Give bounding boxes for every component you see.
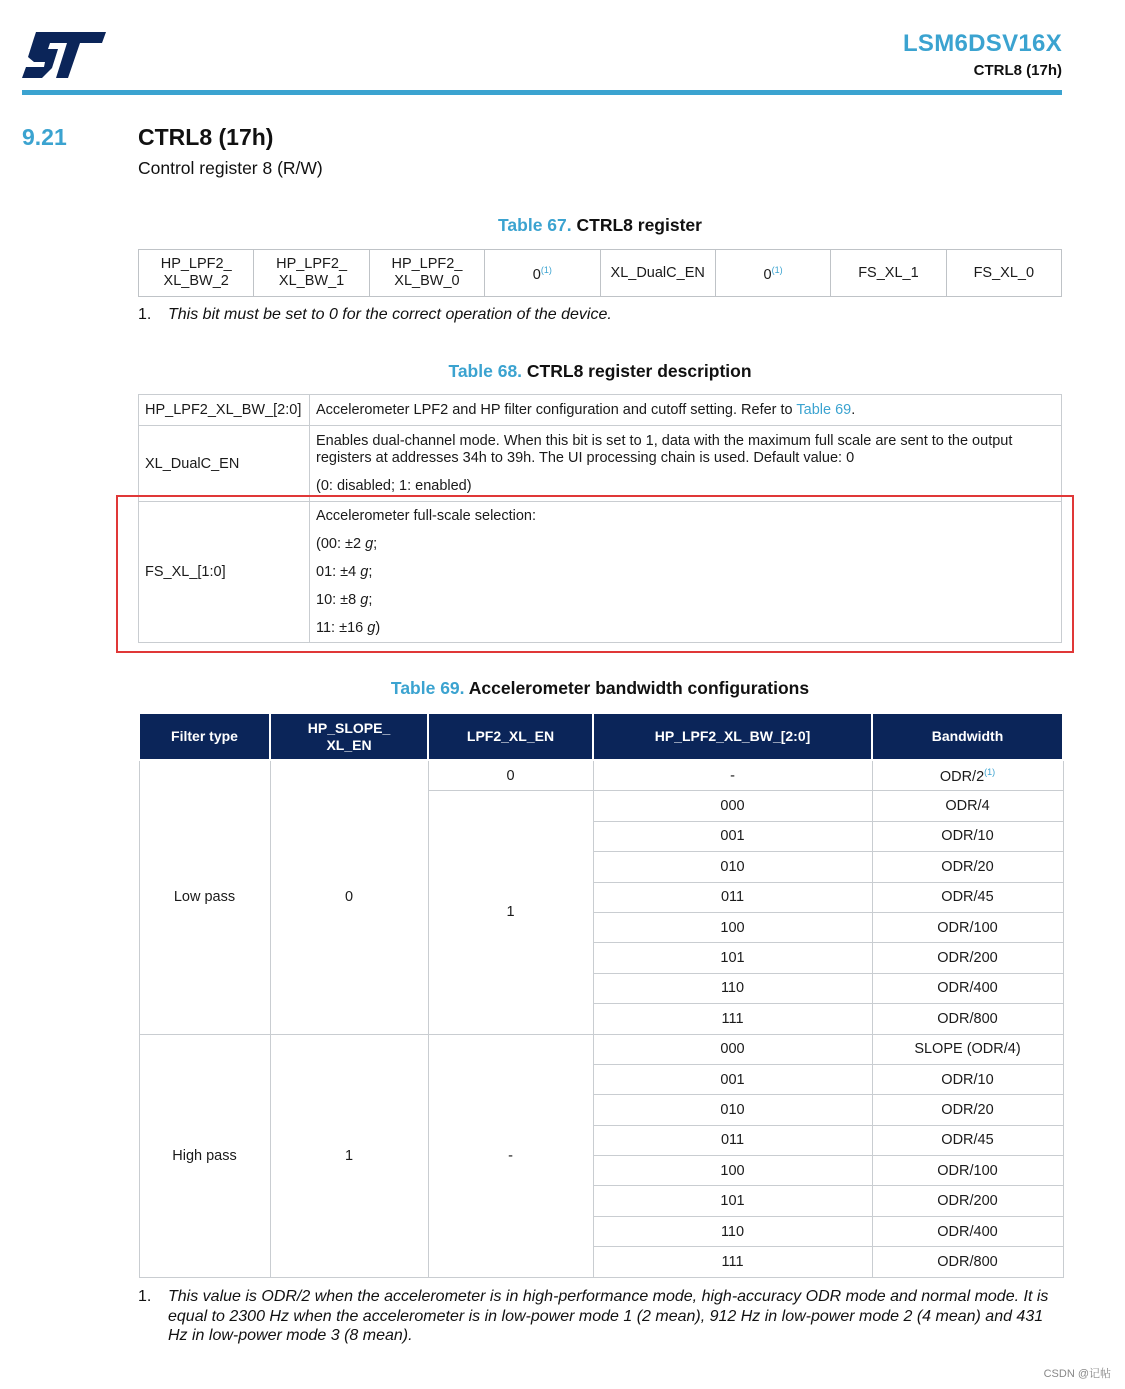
table69-footnote — [138, 1287, 1058, 1346]
table67-footnote — [138, 306, 612, 324]
table69-link[interactable]: Table 69 — [796, 402, 852, 418]
bit-cell-4 — [485, 250, 600, 297]
st-logo — [22, 32, 106, 78]
section-title: CTRL8 (17h) — [138, 124, 274, 150]
bw-code-cell: 000 — [593, 1034, 872, 1064]
footnote-text: This bit must be set to 0 for the correct operation of the device. — [168, 306, 612, 323]
bandwidth-config-table — [138, 712, 1064, 1278]
bit-cell-2 — [715, 250, 830, 297]
desc-text: (0: disabled; 1: enabled) — [316, 478, 472, 494]
highlight-box — [116, 495, 1074, 653]
bw-code-cell: 101 — [593, 1186, 872, 1216]
filter-type-cell: Low pass — [139, 760, 270, 1034]
bandwidth-cell: ODR/100 — [872, 1156, 1063, 1186]
table68-caption-num: Table 68. — [448, 361, 523, 381]
fs-option: 11: ±16 g) — [316, 620, 381, 636]
bit-cell-7 — [139, 250, 254, 297]
footnote-text: This value is ODR/2 when the accelerometer is in high-performance mode, high-accuracy ODR mode and normal mode. It is equal to 2300 Hz when the accelerometer is in low-power mode 1 (2 mean), 912 Hz in low-power mode 2 (4 mean) and 431 Hz in low-power mode 3 (8 mean). — [168, 1288, 1049, 1344]
fs-option: 10: ±8 g; — [316, 592, 373, 608]
bit-cell-0 — [946, 250, 1061, 297]
table67-caption-text: CTRL8 register — [576, 215, 702, 235]
bw-code-cell: 111 — [593, 1247, 872, 1277]
table69-caption-num: Table 69. — [390, 678, 465, 698]
desc-row-bw — [139, 395, 1062, 426]
bandwidth-cell: ODR/200 — [872, 943, 1063, 973]
bandwidth-cell: ODR/400 — [872, 1216, 1063, 1246]
ctrl8-register-table — [138, 249, 1062, 297]
bandwidth-cell: ODR/10 — [872, 1064, 1063, 1094]
bw-code-cell: 000 — [593, 791, 872, 821]
bandwidth-cell: ODR/20 — [872, 852, 1063, 882]
bit-cell-6 — [254, 250, 369, 297]
bandwidth-cell: ODR/20 — [872, 1095, 1063, 1125]
table68-caption — [138, 361, 1062, 382]
bw-code-cell: 010 — [593, 852, 872, 882]
bit-cell-3 — [600, 250, 715, 297]
bw-code-cell: 111 — [593, 1004, 872, 1034]
hp-slope-cell: 0 — [270, 760, 428, 1034]
bw-code-cell: 011 — [593, 1125, 872, 1155]
bit-label: FS_XL_0 — [973, 264, 1035, 281]
doc-name: LSM6DSV16X — [902, 30, 1062, 57]
bw-code-cell: 001 — [593, 1064, 872, 1094]
bit-label: HP_LPF2_ — [276, 256, 348, 272]
bw-code-cell: 100 — [593, 1156, 872, 1186]
bw-code-cell: 110 — [593, 973, 872, 1003]
bw-code-cell: 010 — [593, 1095, 872, 1125]
header-row — [139, 713, 1063, 760]
table-row — [139, 1034, 1063, 1064]
bit-label: 0 — [532, 266, 541, 283]
bandwidth-cell: SLOPE (ODR/4) — [872, 1034, 1063, 1064]
table67-caption-num: Table 67. — [498, 215, 572, 235]
reg-desc — [310, 395, 1062, 426]
bit-label: HP_LPF2_ — [160, 256, 232, 272]
bit-cell-5 — [369, 250, 484, 297]
page-header — [903, 30, 1062, 79]
footnote-ref[interactable]: (1) — [771, 265, 783, 276]
bandwidth-cell: ODR/800 — [872, 1247, 1063, 1277]
desc-tail: . — [851, 402, 856, 418]
bandwidth-cell: ODR/45 — [872, 882, 1063, 912]
table69-caption — [138, 678, 1062, 699]
col-header-bw-code: HP_LPF2_XL_BW_[2:0] — [593, 713, 872, 760]
reg-name: FS_XL_[1:0] — [139, 502, 310, 643]
footnote-ref[interactable]: (1) — [984, 766, 996, 777]
fs-option: (00: ±2 g; — [316, 536, 378, 552]
reg-name: HP_LPF2_XL_BW_[2:0] — [139, 395, 310, 426]
desc-text: Accelerometer full-scale selection: — [316, 508, 537, 524]
fs-option: 01: ±4 g; — [316, 564, 373, 580]
col-header-filter-type: Filter type — [139, 713, 270, 760]
col-header-bandwidth: Bandwidth — [872, 713, 1063, 760]
bandwidth-cell: ODR/10 — [872, 821, 1063, 851]
table68-caption-text: CTRL8 register description — [526, 361, 752, 381]
bandwidth-cell: ODR/4 — [872, 791, 1063, 821]
hp-slope-cell: 1 — [270, 1034, 428, 1277]
reg-name: XL_DualC_EN — [139, 426, 310, 502]
lpf2-cell: 0 — [428, 760, 593, 791]
bw-code-cell: - — [593, 760, 872, 791]
bit-label: FS_XL_1 — [858, 264, 919, 281]
footnote-ref[interactable]: (1) — [540, 265, 552, 276]
footnote-number: 1. — [138, 1288, 152, 1305]
col-header-lpf2: LPF2_XL_EN — [428, 713, 593, 760]
bandwidth-cell: ODR/200 — [872, 1186, 1063, 1216]
bw-code-cell: 101 — [593, 943, 872, 973]
bandwidth-cell: ODR/100 — [872, 912, 1063, 942]
page-ref: CTRL8 (17h) — [973, 62, 1062, 79]
bw-code-cell: 001 — [593, 821, 872, 851]
bw-code-cell: 011 — [593, 882, 872, 912]
desc-row-dualc — [139, 426, 1062, 502]
bit-label: XL_BW_2 — [163, 273, 229, 289]
bit-label: XL_BW_0 — [394, 273, 460, 289]
bit-cell-1 — [831, 250, 946, 297]
section-number: 9.21 — [22, 124, 67, 150]
section-subtitle: Control register 8 (R/W) — [138, 158, 323, 178]
bandwidth-cell: ODR/800 — [872, 1004, 1063, 1034]
lpf2-cell: 1 — [428, 791, 593, 1034]
bit-label: XL_BW_1 — [278, 273, 345, 289]
watermark: CSDN @记帖 — [1043, 1368, 1111, 1380]
bw-code-cell: 110 — [593, 1216, 872, 1246]
bandwidth-cell: ODR/2$^{(1)}$ — [872, 760, 1063, 791]
bit-label: 0 — [763, 266, 772, 283]
table-row — [139, 760, 1063, 791]
reg-desc — [310, 426, 1062, 502]
col-header-hp-slope: HP_SLOPE_ XL_EN — [270, 713, 428, 760]
table69-caption-text: Accelerometer bandwidth configurations — [468, 678, 810, 698]
bit-label: XL_DualC_EN — [610, 264, 705, 281]
bit-label: HP_LPF2_ — [391, 256, 463, 272]
bw-code-cell: 100 — [593, 912, 872, 942]
desc-text: Accelerometer LPF2 and HP filter configuration and cutoff setting. Refer to — [316, 402, 793, 418]
table67-caption — [138, 215, 1062, 236]
header-rule — [22, 90, 1062, 95]
filter-type-cell: High pass — [139, 1034, 270, 1277]
bit-row — [139, 250, 1062, 297]
bandwidth-cell: ODR/45 — [872, 1125, 1063, 1155]
lpf2-cell: - — [428, 1034, 593, 1277]
bandwidth-cell: ODR/400 — [872, 973, 1063, 1003]
desc-text: Enables dual-channel mode. When this bit is set to 1, data with the maximum full scale are sent to the output registers at addresses 34h to 39h. The UI processing chain is used. Default value: 0 — [316, 433, 1013, 466]
footnote-number: 1. — [138, 306, 152, 323]
